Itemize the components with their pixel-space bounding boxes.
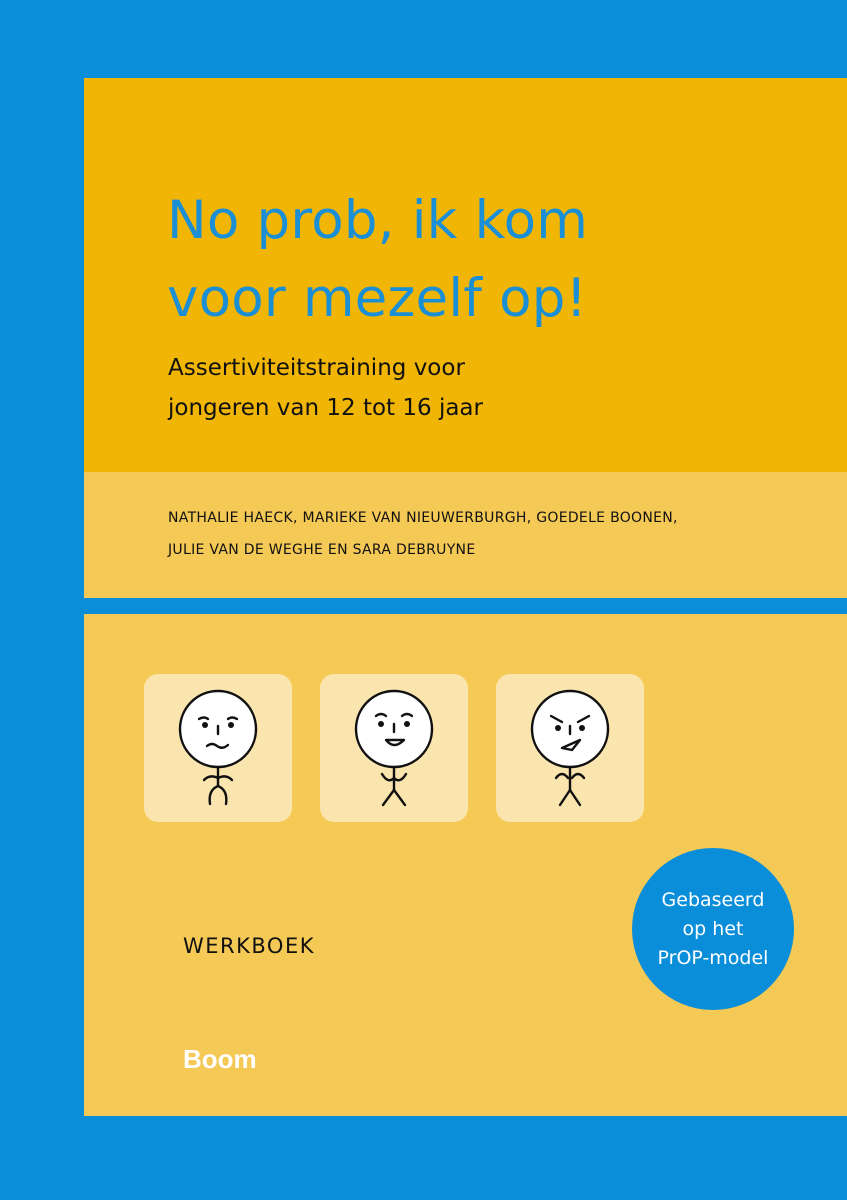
badge-line-3: PrOP-model: [657, 946, 769, 969]
figure-tile-happy: [320, 674, 468, 822]
publisher-logo: Boom: [183, 1044, 257, 1074]
workbook-label: WERKBOEK: [183, 934, 316, 958]
happy-stick-figure-icon: [320, 674, 468, 822]
angry-stick-figure-icon: [496, 674, 644, 822]
book-title-line-2: voor mezelf op!: [167, 268, 588, 329]
book-subtitle-line-2: jongeren van 12 tot 16 jaar: [168, 395, 483, 421]
authors-line-2: JULIE VAN DE WEGHE EN SARA DEBRUYNE: [168, 542, 476, 558]
book-subtitle-line-1: Assertiviteitstraining voor: [168, 355, 465, 381]
book-title-line-1: No prob, ik kom: [167, 190, 589, 251]
figure-tile-angry: [496, 674, 644, 822]
figure-tile-worried: [144, 674, 292, 822]
authors-list: [168, 502, 678, 566]
authors-line-1: NATHALIE HAECK, MARIEKE VAN NIEUWERBURGH, GOEDELE BOONEN,: [168, 510, 678, 526]
prop-model-badge: [632, 848, 794, 1010]
badge-line-1: Gebaseerd: [661, 888, 765, 911]
worried-stick-figure-icon: [144, 674, 292, 822]
book-title: [167, 182, 588, 338]
badge-line-2: op het: [682, 917, 744, 940]
book-subtitle: [168, 348, 483, 428]
